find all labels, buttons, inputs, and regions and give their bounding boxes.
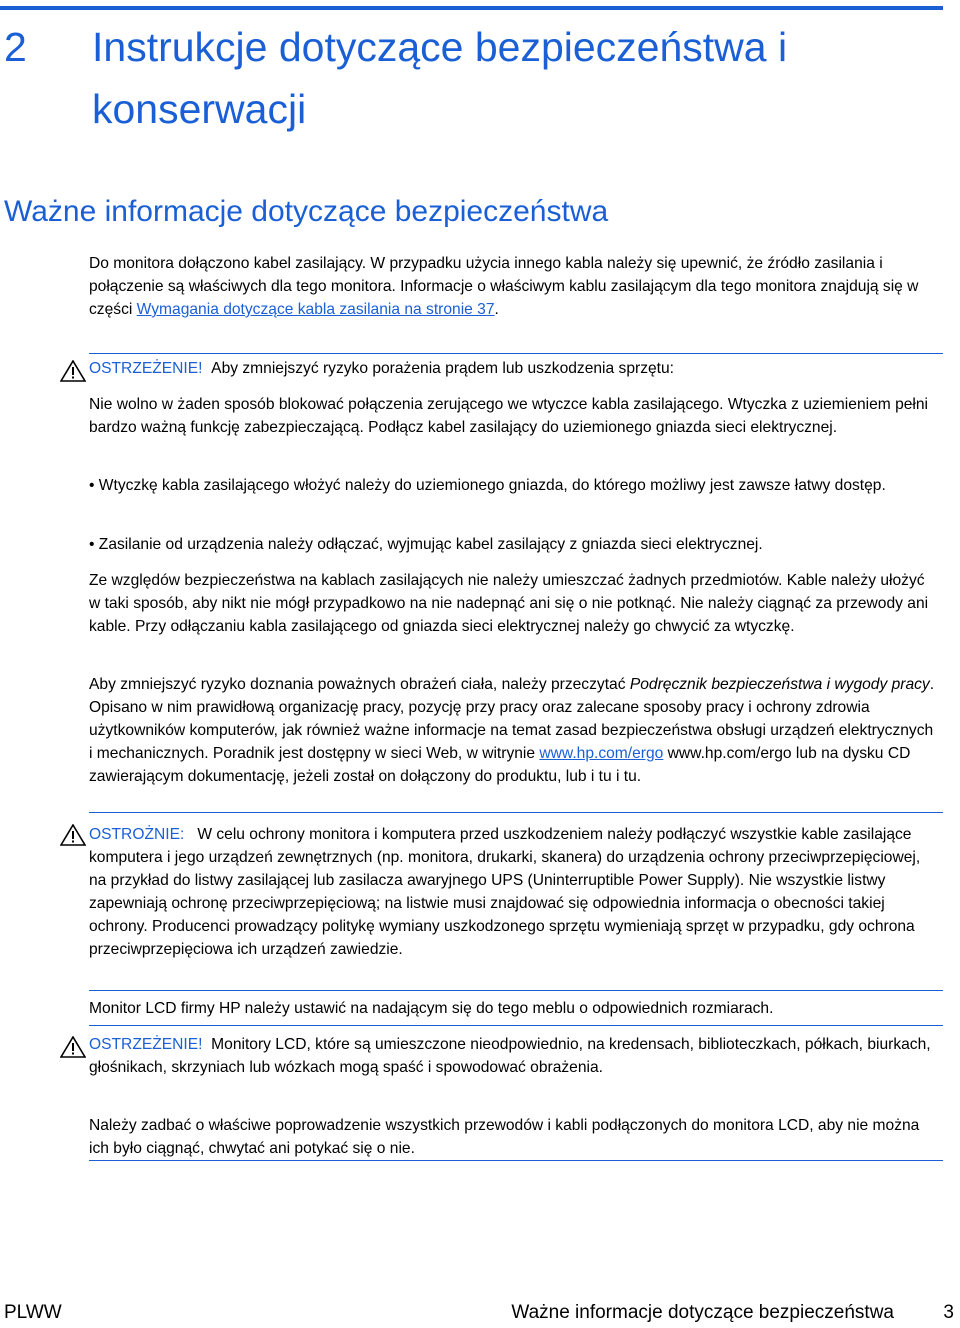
ergonomics-paragraph (89, 673, 939, 788)
footer-section: Ważne informacje dotyczące bezpieczeństwa (511, 1302, 894, 1323)
ergo-text: www.hp.com/ergo lub na dysku CD zawierającym dokumentację, jeżeli został on dołączony do produktu, lub i tu i tu. (89, 745, 911, 785)
caution-bottom-rule-wrap (60, 990, 943, 991)
caution-label: OSTROŻNIE: (89, 826, 185, 843)
notice-rule (89, 812, 943, 813)
warning-2-top-rule-wrap (60, 1025, 943, 1026)
warning-icon (60, 360, 86, 382)
footer-left: PLWW (4, 1302, 62, 1323)
top-rule (0, 6, 943, 10)
warning-1-paragraph-2: Ze względów bezpieczeństwa na kablach zasilających nie należy umieszczać żadnych przedmiotów. Kable należy ułożyć w taki sposób, aby nikt nie mógł przypadkowo na nie nadepnąć ani się o nie potknąć. Nie należy ciągnąć za przewody ani kable. Przy odłączaniu kabla zasilającego od gniazda sieci elektrycznej należy go chwycić za wtyczkę. (89, 572, 929, 635)
bullet-text: Zasilanie od urządzenia należy odłączać, wyjmując kabel zasilający z gniazda sieci elektrycznej. (98, 536, 763, 553)
warning-label: OSTRZEŻENIE! (89, 1036, 203, 1053)
warning-2-text: Monitory LCD, które są umieszczone nieodpowiednio, na kredensach, biblioteczkach, półkach, biurkach, głośnikach, skrzyniach lub wózkach mogą spaść i spowodować obrażenia. (89, 1036, 931, 1076)
warning-2-bottom-rule-wrap (60, 1160, 943, 1161)
hp-ergo-link[interactable]: www.hp.com/ergo (539, 745, 664, 762)
notice-rule (89, 1025, 943, 1026)
warning-1-line (89, 357, 939, 380)
warning-2-paragraph (89, 1033, 939, 1079)
ergo-text: Aby zmniejszyć ryzyko doznania poważnych obrażeń ciała, należy przeczytać (89, 676, 630, 693)
safety-guide-title: Podręcznik bezpieczeństwa i wygody pracy (629, 676, 930, 693)
warning-label: OSTRZEŻENIE! (89, 360, 203, 377)
intro-end: . (494, 301, 499, 318)
caution-top-rule-wrap (60, 812, 943, 813)
cables-paragraph: Należy zadbać o właściwe poprowadzenie wszystkich przewodów i kabli podłączonych do monitora LCD, aby nie można ich było ciągnąć, chwytać ani potykać się o nie. (89, 1117, 920, 1157)
section-title: Ważne informacje dotyczące bezpieczeństwa (4, 195, 609, 228)
notice-rule (89, 990, 943, 991)
intro-text: Do monitora dołączono kabel zasilający. W przypadku użycia innego kabla należy się upewnić, że źródło zasilania i połączenie są właściwych dla tego monitora. Informacje o właściwym kablu zasilającym dla tego monitora znajdują się w części (89, 255, 919, 318)
caution-paragraph (89, 823, 939, 961)
caution-icon (60, 824, 86, 846)
ergo-text: . Opisano w nim prawidłową organizację pracy, pozycję przy pracy oraz zalecane sposoby pracy i ochrony zdrowia użytkowników komputerów, jak również ważne informacje na temat zasad bezpieczeństwa obsługi urządzeń elektrycznych i mechanicznych. Poradnik jest dostępny w sieci Web, w witrynie (89, 676, 935, 762)
bullet-text: Wtyczkę kabla zasilającego włożyć należy do uziemionego gniazda, do którego możliwy jest zawsze łatwy dostęp. (98, 477, 886, 494)
bullet-item: • Wtyczkę kabla zasilającego włożyć należy do uziemionego gniazda, do którego możliwy jest zawsze łatwy dostęp. (89, 477, 886, 494)
caution-text: W celu ochrony monitora i komputera przed uszkodzeniem należy podłączyć wszystkie kable zasilające komputera i jego urządzeń zewnętrznych (np. monitora, drukarki, skanera) do urządzenia ochrony przeciwprzepięciowej, na przykład do listwy zasilającej lub zasilacza awaryjnego UPS (Uninterruptible Power Supply). Nie wszystkie listwy zapewniają ochronę przeciwprzepięciową; na listwie musi znajdować się odpowiednia informacja o obecności takiej ochrony. Producenci prowadzący politykę wymiany uszkodzonego sprzętu wymieniają sprzęt w przypadku, gdy ochrona przeciwprzepięciowa ich urządzeń zawiedzie. (89, 826, 921, 958)
notice-rule (89, 353, 943, 354)
intro-paragraph (89, 252, 939, 321)
chapter-number: 2 (4, 24, 27, 70)
bullet-item: • Zasilanie od urządzenia należy odłączać, wyjmując kabel zasilający z gniazda sieci elektrycznej. (89, 536, 763, 553)
notice-rule (89, 1160, 943, 1161)
warning-top-rule-wrap (60, 353, 943, 354)
page-number: 3 (943, 1302, 954, 1323)
warning-icon (60, 1036, 86, 1058)
warning-1-paragraph: Nie wolno w żaden sposób blokować połączenia zerującego we wtyczce kabla zasilającego. Wtyczka z uziemieniem pełni bardzo ważną funkcję zabezpieczającą. Podłącz kabel zasilający do uziemionego gniazda sieci elektrycznej. (89, 396, 929, 436)
chapter-title: Instrukcje dotyczące bezpieczeństwa i konserwacji (92, 24, 788, 132)
warning-1-text: Aby zmniejszyć ryzyko porażenia prądem lub uszkodzenia sprzętu: (211, 360, 674, 377)
furniture-paragraph: Monitor LCD firmy HP należy ustawić na nadającym się do tego meblu o odpowiednich rozmiarach. (89, 1000, 774, 1017)
power-cord-requirements-link[interactable]: Wymagania dotyczące kabla zasilania na stronie 37 (136, 301, 495, 318)
